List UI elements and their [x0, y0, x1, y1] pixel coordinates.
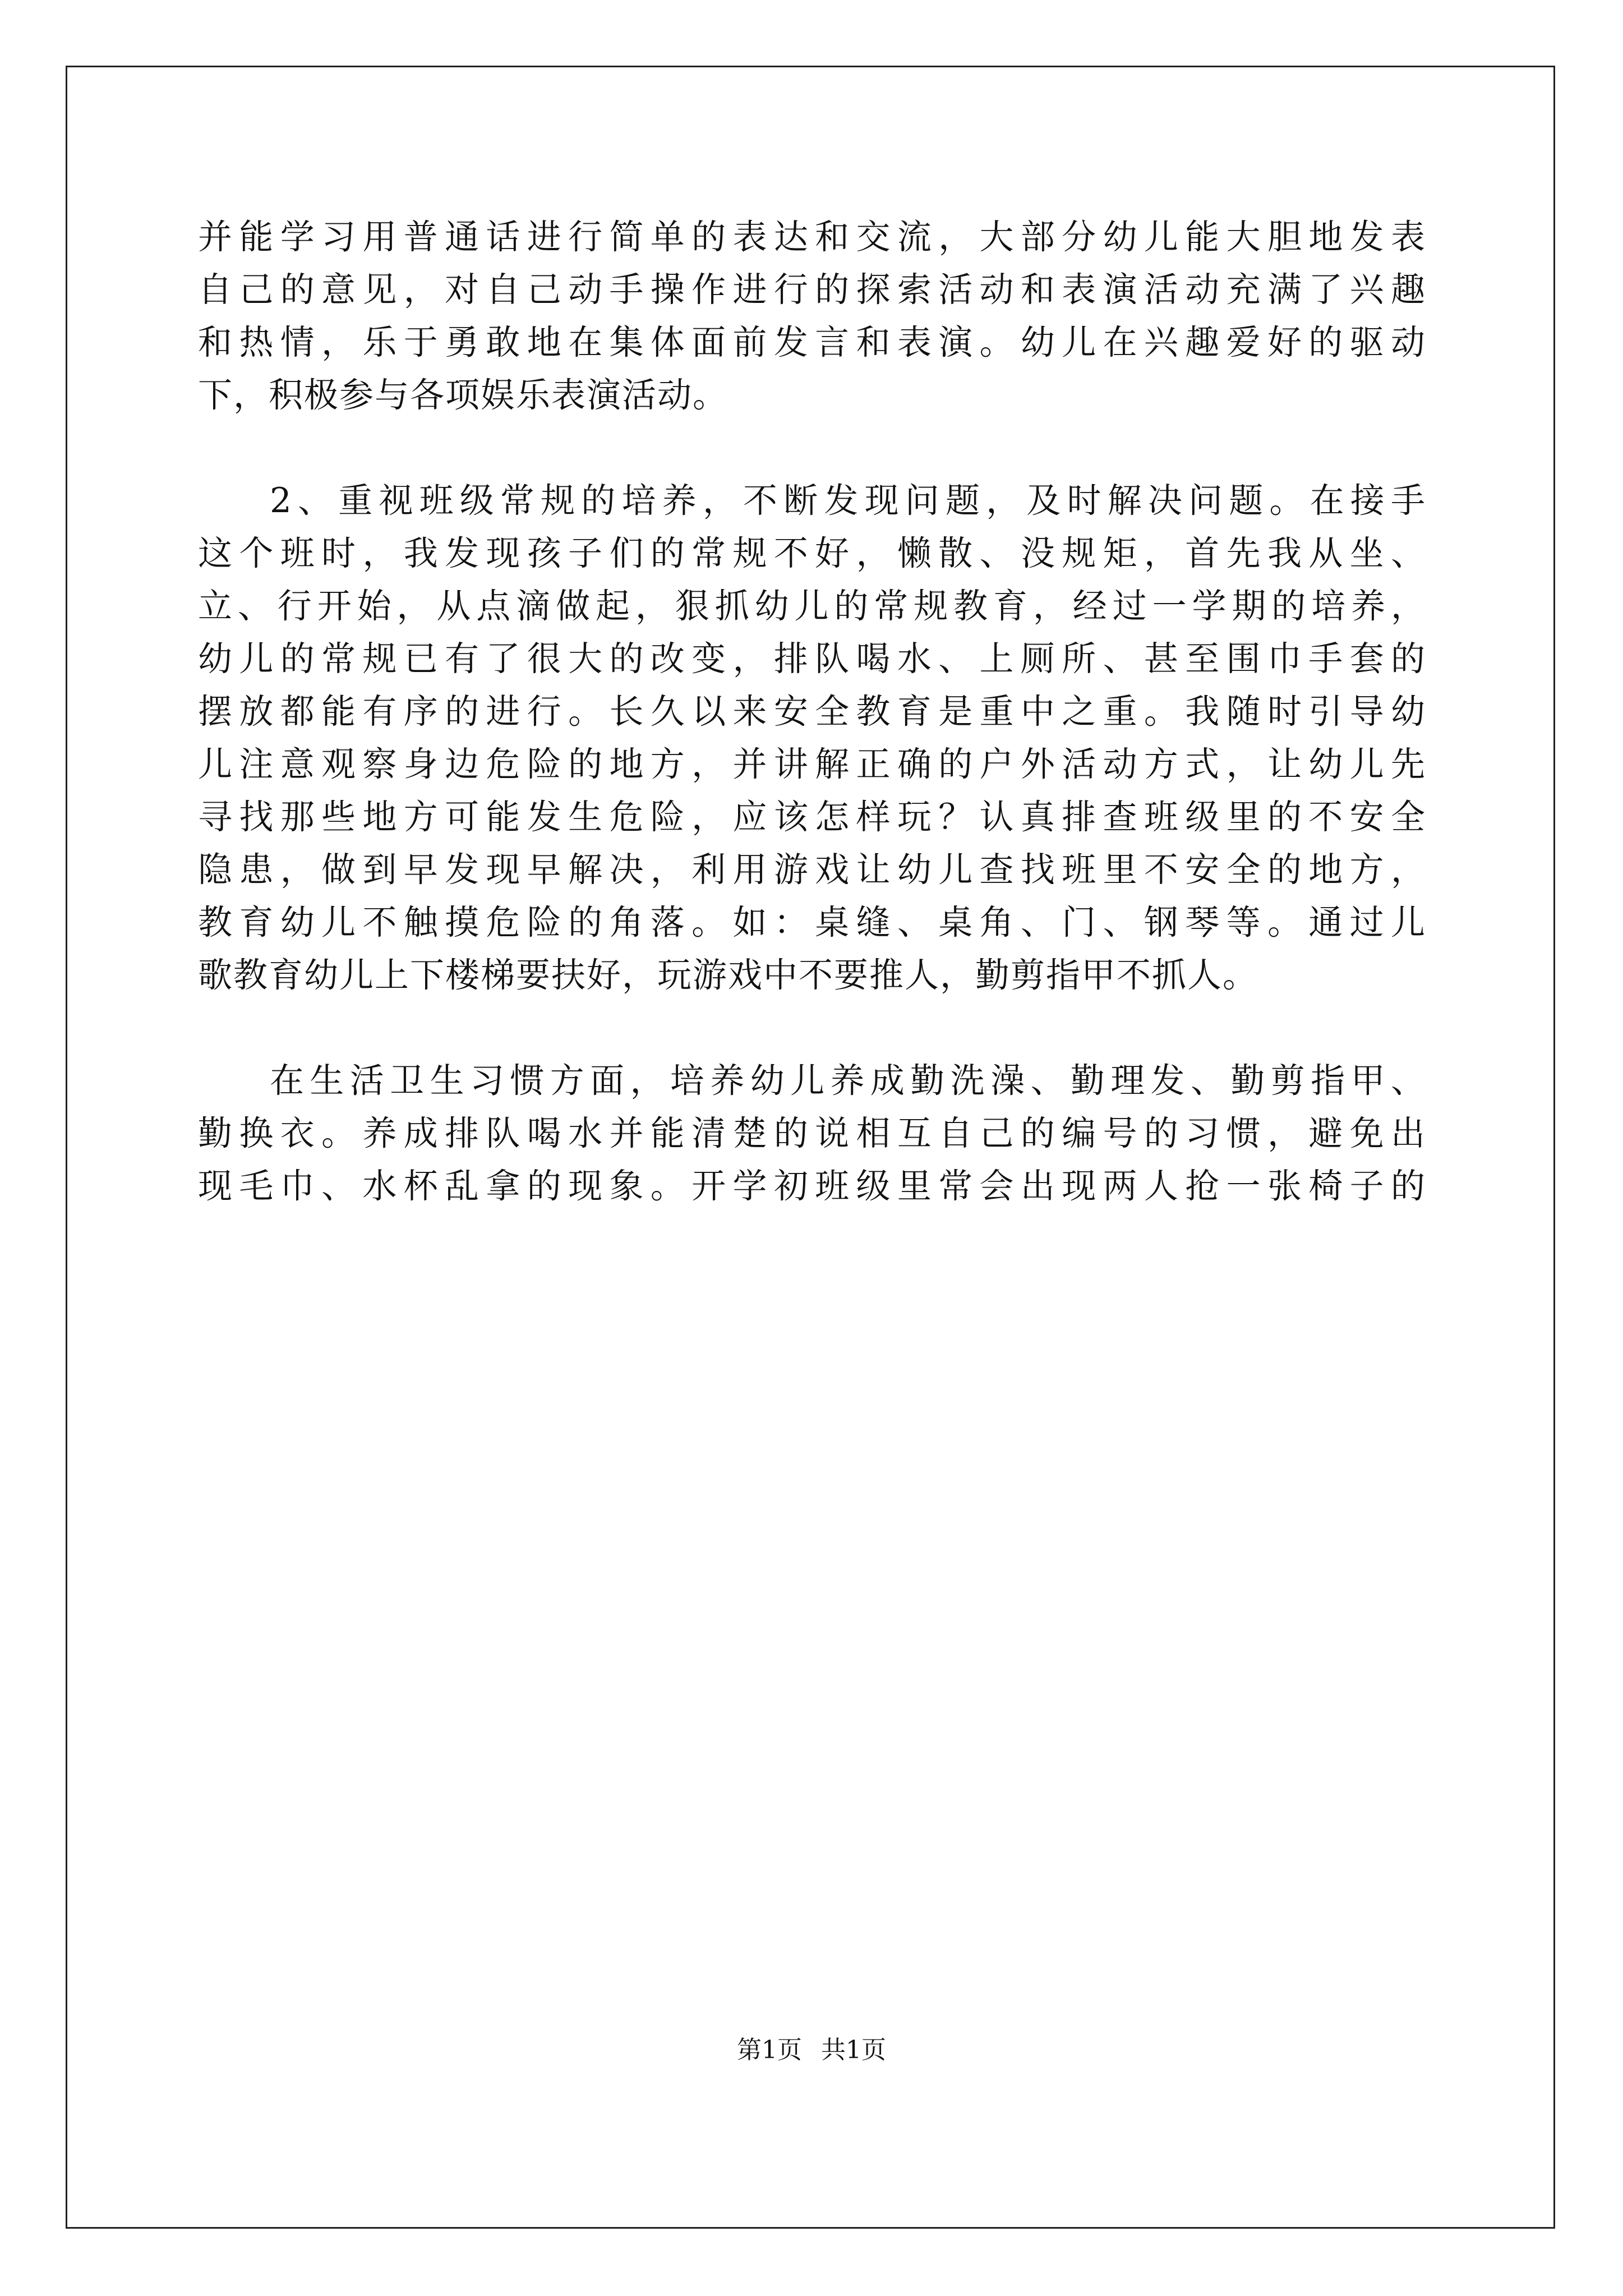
- paragraph-1: [198, 211, 1426, 422]
- page-total: 共1页: [821, 2036, 886, 2064]
- text-line: 歌教育幼儿上下楼梯要扶好，玩游戏中不要推人，勤剪指甲不抓人。: [198, 955, 1258, 995]
- text-line: 摆放都能有序的进行。长久以来安全教育是重中之重。我随时引导幼: [198, 692, 1426, 731]
- paragraph-3: [198, 1055, 1426, 1213]
- text-line: 隐患，做到早发现早解决，利用游戏让幼儿查找班里不安全的地方，: [198, 850, 1426, 890]
- text-line: 勤换衣。养成排队喝水并能清楚的说相互自己的编号的习惯，避免出: [198, 1114, 1426, 1153]
- text-line: 寻找那些地方可能发生危险，应该怎样玩？认真排查班级里的不安全: [198, 797, 1426, 837]
- text-line: 2、重视班级常规的培养，不断发现问题，及时解决问题。在接手: [270, 481, 1426, 521]
- text-line: 自己的意见，对自己动手操作进行的探索活动和表演活动充满了兴趣: [198, 270, 1426, 310]
- text-line: 现毛巾、水杯乱拿的现象。开学初班级里常会出现两人抢一张椅子的: [198, 1166, 1426, 1206]
- text-line: 并能学习用普通话进行简单的表达和交流，大部分幼儿能大胆地发表: [198, 217, 1426, 257]
- text-line: 这个班时，我发现孩子们的常规不好，懒散、没规矩，首先我从坐、: [198, 533, 1426, 573]
- text-line: 立、行开始，从点滴做起，狠抓幼儿的常规教育，经过一学期的培养，: [198, 586, 1426, 626]
- text-line: 在生活卫生习惯方面，培养幼儿养成勤洗澡、勤理发、勤剪指甲、: [270, 1061, 1426, 1101]
- text-line: 下，积极参与各项娱乐表演活动。: [198, 375, 728, 415]
- paragraph-2: [198, 475, 1426, 1002]
- text-line: 幼儿的常规已有了很大的改变，排队喝水、上厕所、甚至围巾手套的: [198, 639, 1426, 679]
- text-line: 儿注意观察身边危险的地方，并讲解正确的户外活动方式，让幼儿先: [198, 744, 1426, 784]
- page-number: 第1页: [737, 2036, 802, 2064]
- document-body: [198, 211, 1426, 1213]
- page-footer: [0, 2033, 1623, 2067]
- text-line: 和热情，乐于勇敢地在集体面前发言和表演。幼儿在兴趣爱好的驱动: [198, 323, 1426, 362]
- text-line: 教育幼儿不触摸危险的角落。如：桌缝、桌角、门、钢琴等。通过儿: [198, 903, 1426, 942]
